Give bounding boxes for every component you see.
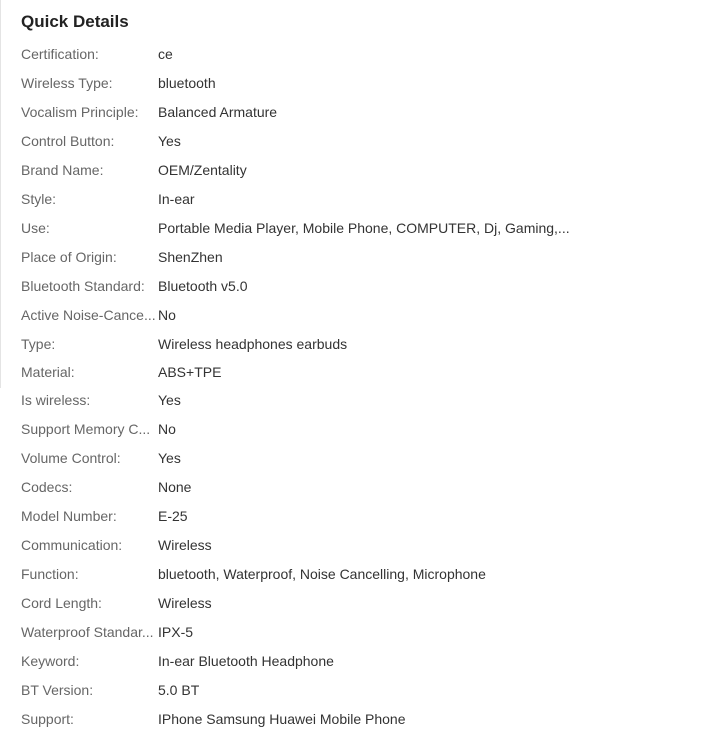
detail-value: Wireless: [158, 537, 212, 553]
detail-label: Active Noise-Cance...: [21, 307, 156, 323]
detail-label: Model Number:: [21, 508, 117, 524]
detail-value: Bluetooth v5.0: [158, 278, 248, 294]
detail-row-active-noise-cancellation: [21, 301, 711, 330]
detail-label: Control Button:: [21, 133, 115, 149]
detail-value: Wireless headphones earbuds: [158, 336, 348, 352]
detail-value: No: [158, 307, 176, 323]
detail-label: Wireless Type:: [21, 75, 113, 91]
detail-label: Communication:: [21, 537, 123, 553]
detail-label: Waterproof Standar...: [21, 624, 154, 640]
detail-value: Yes: [158, 450, 181, 466]
detail-label: Bluetooth Standard:: [21, 278, 145, 294]
quick-details-list: [21, 40, 711, 734]
detail-label: Use:: [21, 220, 50, 236]
detail-row-bt-version: [21, 676, 711, 705]
detail-row-is-wireless: [21, 386, 711, 415]
detail-value: Portable Media Player, Mobile Phone, COMPUTER, Dj, Gaming,...: [158, 220, 570, 236]
detail-label: Vocalism Principle:: [21, 104, 139, 120]
detail-label: Function:: [21, 566, 79, 582]
detail-row-keyword: [21, 647, 711, 676]
detail-row-place-of-origin: [21, 243, 711, 272]
detail-label: BT Version:: [21, 682, 94, 698]
detail-value: ABS+TPE: [158, 364, 222, 380]
detail-label: Volume Control:: [21, 450, 121, 466]
detail-row-style: [21, 185, 711, 214]
detail-value: OEM/Zentality: [158, 162, 247, 178]
detail-row-certification: [21, 40, 711, 69]
detail-value: Yes: [158, 133, 181, 149]
detail-label: Codecs:: [21, 479, 73, 495]
detail-row-wireless-type: [21, 69, 711, 98]
panel-left-border: [0, 0, 1, 388]
detail-label: Keyword:: [21, 653, 80, 669]
detail-row-support-memory-card: [21, 415, 711, 444]
detail-value: ShenZhen: [158, 249, 223, 265]
detail-row-waterproof-standard: [21, 618, 711, 647]
detail-label: Support:: [21, 711, 74, 727]
detail-value: bluetooth: [158, 75, 216, 91]
detail-row-communication: [21, 531, 711, 560]
detail-row-type: [21, 330, 711, 359]
detail-value: E-25: [158, 508, 188, 524]
detail-value: None: [158, 479, 192, 495]
detail-row-function: [21, 560, 711, 589]
detail-value: No: [158, 421, 176, 437]
detail-value: Balanced Armature: [158, 104, 278, 120]
detail-label: Support Memory C...: [21, 421, 151, 437]
detail-row-bluetooth-standard: [21, 272, 711, 301]
detail-label: Cord Length:: [21, 595, 102, 611]
detail-value: IPhone Samsung Huawei Mobile Phone: [158, 711, 406, 727]
section-title: Quick Details: [21, 12, 129, 31]
detail-row-material: [21, 359, 711, 386]
detail-label: Brand Name:: [21, 162, 104, 178]
detail-label: Place of Origin:: [21, 249, 117, 265]
detail-row-volume-control: [21, 444, 711, 473]
detail-value: In-ear Bluetooth Headphone: [158, 653, 334, 669]
detail-value: IPX-5: [158, 624, 194, 640]
detail-value: ce: [158, 46, 173, 62]
detail-label: Is wireless:: [21, 392, 91, 408]
detail-label: Certification:: [21, 46, 99, 62]
detail-row-cord-length: [21, 589, 711, 618]
detail-label: Material:: [21, 364, 75, 380]
detail-row-vocalism-principle: [21, 98, 711, 127]
detail-label: Style:: [21, 191, 57, 207]
detail-row-control-button: [21, 127, 711, 156]
detail-row-use: [21, 214, 711, 243]
detail-row-codecs: [21, 473, 711, 502]
detail-value: In-ear: [158, 191, 195, 207]
detail-label: Type:: [21, 336, 56, 352]
detail-value: Wireless: [158, 595, 212, 611]
detail-row-support: [21, 705, 711, 734]
detail-row-model-number: [21, 502, 711, 531]
detail-value: Yes: [158, 392, 181, 408]
detail-value: 5.0 BT: [158, 682, 200, 698]
detail-value: bluetooth, Waterproof, Noise Cancelling, Microphone: [158, 566, 486, 582]
detail-row-brand-name: [21, 156, 711, 185]
